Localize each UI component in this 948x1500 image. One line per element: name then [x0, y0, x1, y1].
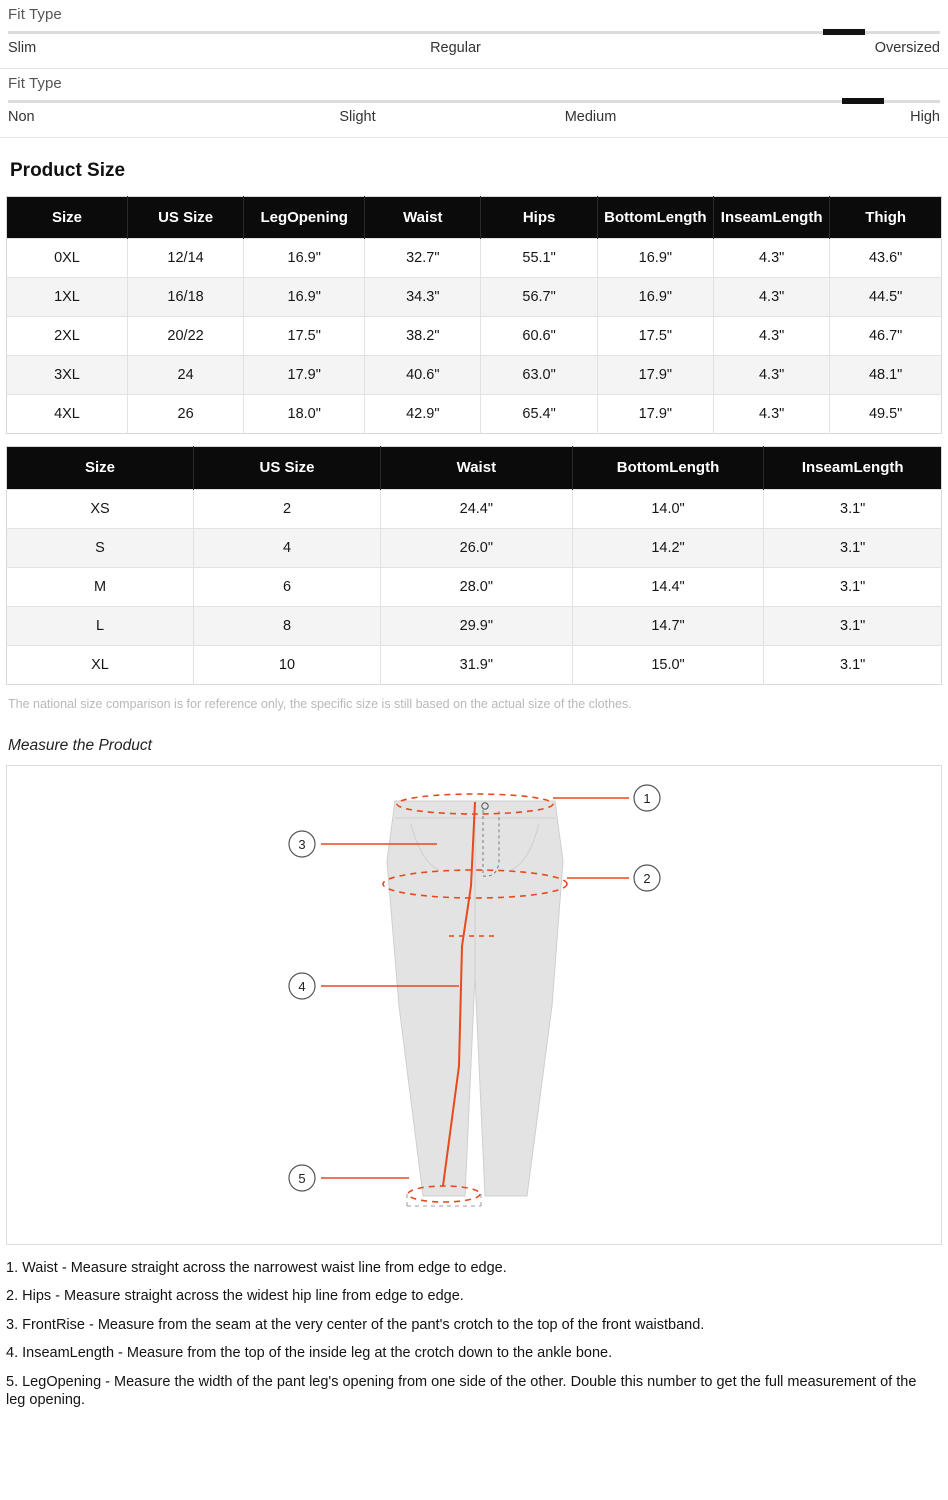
- svg-text:2: 2: [643, 870, 651, 886]
- table-cell: 40.6": [365, 356, 481, 395]
- column-header: US Size: [194, 447, 381, 489]
- table-row: [7, 395, 942, 434]
- table-cell: 16.9": [597, 278, 713, 317]
- table-cell: 3.1": [764, 567, 942, 606]
- table-cell: 55.1": [481, 239, 597, 278]
- table-cell: 60.6": [481, 317, 597, 356]
- fit-type-track-2[interactable]: [8, 100, 940, 103]
- column-header: BottomLength: [597, 197, 713, 239]
- table-cell: 17.9": [597, 395, 713, 434]
- table-cell: 24.4": [381, 489, 573, 528]
- table-row: [7, 239, 942, 278]
- table-cell: 16.9": [597, 239, 713, 278]
- table-cell: 43.6": [830, 239, 942, 278]
- table-cell: 16.9": [244, 239, 365, 278]
- table-cell: 24: [127, 356, 243, 395]
- fit-scale-option: Slim: [8, 40, 37, 56]
- pants-illustration: [387, 801, 563, 1196]
- table-header-row: [7, 447, 942, 489]
- table-cell: 65.4": [481, 395, 597, 434]
- size-table-standard: [6, 446, 942, 684]
- table-cell: 17.9": [597, 356, 713, 395]
- table-cell: 4.3": [714, 356, 830, 395]
- table-cell: 63.0": [481, 356, 597, 395]
- fit-type-marker-2[interactable]: [842, 98, 884, 104]
- table-cell: 31.9": [381, 645, 573, 684]
- table-cell: 49.5": [830, 395, 942, 434]
- column-header: BottomLength: [572, 447, 764, 489]
- table-cell: 38.2": [365, 317, 481, 356]
- callout-5: [289, 1165, 315, 1191]
- table-cell: L: [7, 606, 194, 645]
- table-cell: 46.7": [830, 317, 942, 356]
- table-cell: 14.4": [572, 567, 764, 606]
- column-header: Waist: [381, 447, 573, 489]
- table-cell: 4.3": [714, 317, 830, 356]
- table-cell: 6: [194, 567, 381, 606]
- fit-scale-option: High: [910, 109, 940, 125]
- table-cell: 48.1": [830, 356, 942, 395]
- callout-3: [289, 831, 315, 857]
- table-cell: 10: [194, 645, 381, 684]
- table-cell: 4.3": [714, 395, 830, 434]
- column-header: US Size: [127, 197, 243, 239]
- table-cell: 3.1": [764, 528, 942, 567]
- fit-type-section-1: [0, 0, 948, 68]
- table-cell: XS: [7, 489, 194, 528]
- table-row: [7, 278, 942, 317]
- table-cell: 16/18: [127, 278, 243, 317]
- table-cell: 18.0": [244, 395, 365, 434]
- fit-type-track-1[interactable]: [8, 31, 940, 34]
- divider: [0, 137, 948, 138]
- table-cell: 56.7": [481, 278, 597, 317]
- column-header: Hips: [481, 197, 597, 239]
- table-cell: 15.0": [572, 645, 764, 684]
- instruction-item: 3. FrontRise - Measure from the seam at the very center of the pant's crotch to the top of the front waistband.: [6, 1316, 705, 1333]
- instruction-item: 2. Hips - Measure straight across the widest hip line from edge to edge.: [6, 1288, 464, 1305]
- column-header: Waist: [365, 197, 481, 239]
- table-cell: 42.9": [365, 395, 481, 434]
- table-cell: M: [7, 567, 194, 606]
- table-cell: 17.5": [244, 317, 365, 356]
- table-cell: 4.3": [714, 278, 830, 317]
- callout-1: [634, 785, 660, 811]
- table-cell: 34.3": [365, 278, 481, 317]
- column-header: Size: [7, 447, 194, 489]
- measurement-diagram: [6, 765, 942, 1245]
- table-row: [7, 645, 942, 684]
- table-cell: XL: [7, 645, 194, 684]
- table-row: [7, 489, 942, 528]
- table-cell: 26.0": [381, 528, 573, 567]
- table-cell: 29.9": [381, 606, 573, 645]
- table-cell: 17.5": [597, 317, 713, 356]
- table-header-row: [7, 197, 942, 239]
- table-cell: 17.9": [244, 356, 365, 395]
- fit-scale-option: Non: [8, 109, 35, 125]
- table-cell: 2XL: [7, 317, 128, 356]
- table-cell: 3.1": [764, 645, 942, 684]
- size-disclaimer: The national size comparison is for reference only, the specific size is still based on the actual size of the clothes.: [8, 696, 632, 711]
- table-cell: S: [7, 528, 194, 567]
- table-row: [7, 356, 942, 395]
- column-header: InseamLength: [714, 197, 830, 239]
- fit-type-label-1: Fit Type: [8, 6, 62, 23]
- size-table-plus: [6, 196, 942, 434]
- svg-text:1: 1: [643, 790, 651, 806]
- table-cell: 4XL: [7, 395, 128, 434]
- page-title: Product Size: [10, 160, 126, 181]
- table-cell: 14.0": [572, 489, 764, 528]
- fit-type-scale-2: [8, 109, 940, 137]
- table-cell: 3.1": [764, 606, 942, 645]
- column-header: InseamLength: [764, 447, 942, 489]
- fit-scale-option: Oversized: [874, 40, 940, 56]
- svg-text:4: 4: [298, 978, 306, 994]
- table-cell: 0XL: [7, 239, 128, 278]
- column-header: LegOpening: [244, 197, 365, 239]
- instruction-item: 5. LegOpening - Measure the width of the pant leg's opening from one side of the other. Double this number to get the full measurement of the leg opening.: [6, 1373, 917, 1409]
- fit-scale-option: Medium: [564, 109, 617, 125]
- table-cell: 8: [194, 606, 381, 645]
- table-cell: 3.1": [764, 489, 942, 528]
- table-cell: 16.9": [244, 278, 365, 317]
- table-cell: 28.0": [381, 567, 573, 606]
- table-cell: 4.3": [714, 239, 830, 278]
- fit-type-label-2: Fit Type: [8, 75, 62, 92]
- table-cell: 14.7": [572, 606, 764, 645]
- table-row: [7, 528, 942, 567]
- fit-scale-option: Regular: [430, 40, 481, 56]
- column-header: Size: [7, 197, 128, 239]
- fit-scale-option: Slight: [339, 109, 376, 125]
- table-cell: 3XL: [7, 356, 128, 395]
- table-cell: 32.7": [365, 239, 481, 278]
- table-cell: 1XL: [7, 278, 128, 317]
- instruction-item: 1. Waist - Measure straight across the narrowest waist line from edge to edge.: [6, 1259, 507, 1276]
- table-cell: 26: [127, 395, 243, 434]
- fit-type-marker-1[interactable]: [823, 29, 865, 35]
- measure-section-title: Measure the Product: [8, 736, 152, 754]
- svg-text:5: 5: [298, 1170, 306, 1186]
- table-row: [7, 567, 942, 606]
- fit-type-section-2: [0, 69, 948, 137]
- table-cell: 2: [194, 489, 381, 528]
- table-cell: 14.2": [572, 528, 764, 567]
- fit-type-scale-1: [8, 40, 940, 68]
- column-header: Thigh: [830, 197, 942, 239]
- pants-diagram-svg: [7, 766, 941, 1244]
- table-cell: 12/14: [127, 239, 243, 278]
- svg-text:3: 3: [298, 836, 306, 852]
- measurement-instructions: [0, 1259, 948, 1426]
- callout-2: [634, 865, 660, 891]
- table-row: [7, 606, 942, 645]
- table-row: [7, 317, 942, 356]
- table-cell: 44.5": [830, 278, 942, 317]
- instruction-item: 4. InseamLength - Measure from the top of the inside leg at the crotch down to the ankle bone.: [6, 1345, 613, 1362]
- table-cell: 20/22: [127, 317, 243, 356]
- callout-4: [289, 973, 315, 999]
- table-cell: 4: [194, 528, 381, 567]
